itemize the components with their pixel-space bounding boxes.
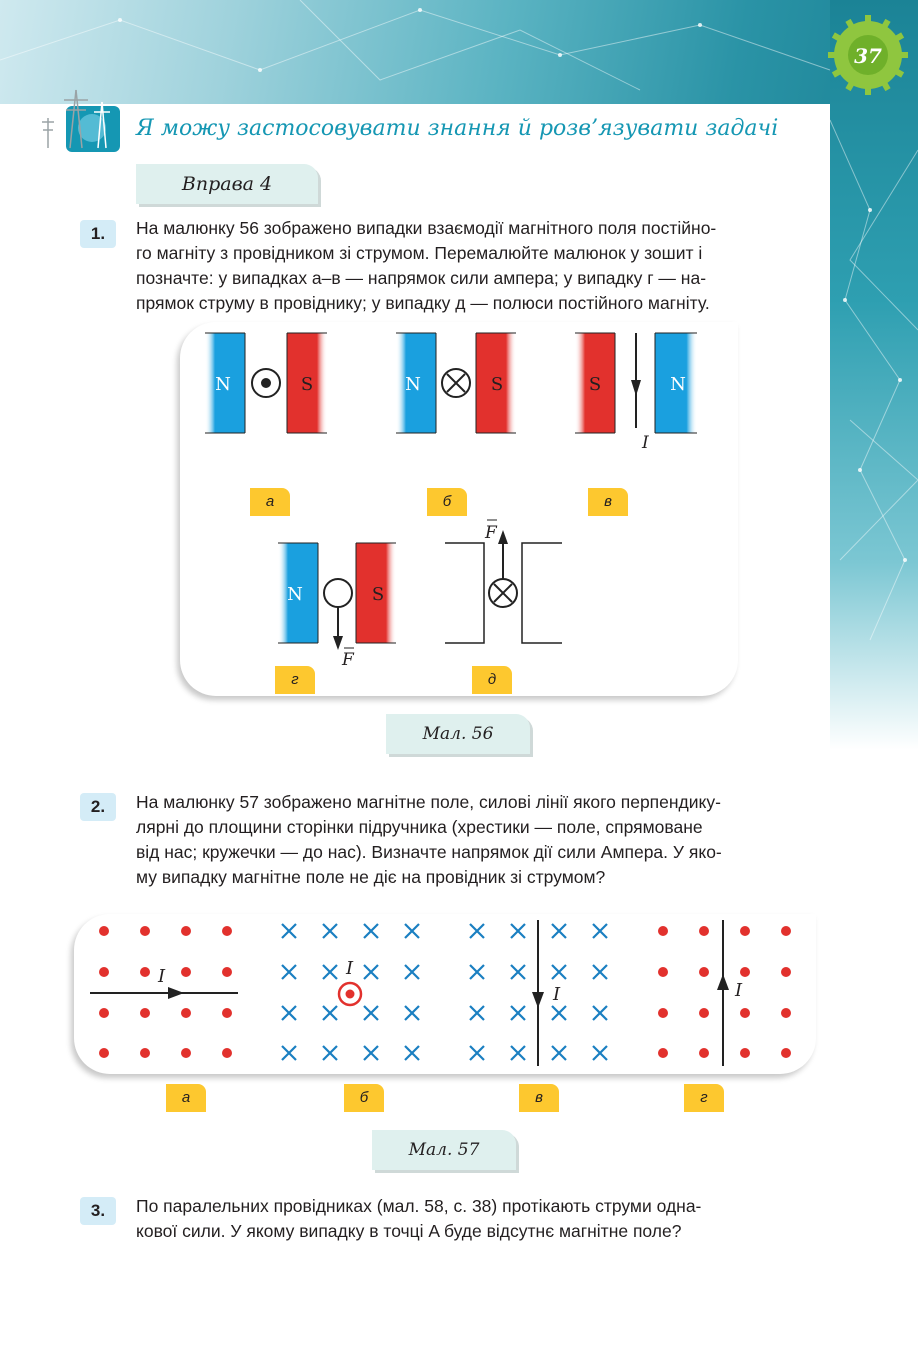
field-dot bbox=[140, 967, 150, 977]
field-cross bbox=[323, 1006, 337, 1020]
figure-57-caption: Мал. 57 bbox=[372, 1130, 516, 1170]
exercise-label: Вправа 4 bbox=[136, 164, 318, 204]
pole-s-label: S bbox=[588, 374, 602, 395]
field-dot bbox=[181, 1008, 191, 1018]
case-label-v: в bbox=[588, 488, 628, 516]
field-dot bbox=[740, 1008, 750, 1018]
field-dot bbox=[222, 967, 232, 977]
field-cross bbox=[405, 1046, 419, 1060]
field-dot bbox=[140, 1048, 150, 1058]
field-cross bbox=[552, 1046, 566, 1060]
field-dot bbox=[181, 926, 191, 936]
current-label: I bbox=[642, 433, 649, 453]
field-dot bbox=[222, 1048, 232, 1058]
pole-n-label: N bbox=[405, 374, 421, 395]
field-cross bbox=[470, 924, 484, 938]
field-dot bbox=[99, 967, 109, 977]
question-line: му випадку магнітне поле не діє на провідник зі струмом? bbox=[136, 867, 606, 887]
field-cross bbox=[323, 924, 337, 938]
field-cross bbox=[323, 1046, 337, 1060]
field-cross bbox=[593, 1046, 607, 1060]
field-dot bbox=[99, 926, 109, 936]
wire-empty-symbol bbox=[324, 579, 352, 607]
field-dot bbox=[699, 1008, 709, 1018]
case-label-g: г bbox=[684, 1084, 724, 1112]
field-cross bbox=[364, 924, 378, 938]
field-dot bbox=[658, 967, 668, 977]
field-dot bbox=[658, 926, 668, 936]
field-dot bbox=[181, 1048, 191, 1058]
pole-s-label: S bbox=[371, 584, 385, 605]
field-dot bbox=[740, 1048, 750, 1058]
case-label-a: а bbox=[250, 488, 290, 516]
field-dot bbox=[140, 926, 150, 936]
field-dot bbox=[781, 1048, 791, 1058]
question-line: На малюнку 57 зображено магнітне поле, силові лінії якого перпендику- bbox=[136, 792, 721, 812]
case-label-b: б bbox=[344, 1084, 384, 1112]
field-dot bbox=[699, 926, 709, 936]
field-cross bbox=[511, 1046, 525, 1060]
field-cross bbox=[552, 924, 566, 938]
case-label-d: д bbox=[472, 666, 512, 694]
question-line: позначте: у випадках а–в — напрямок сили ампера; у випадку г — на- bbox=[136, 268, 707, 288]
field-dot bbox=[781, 926, 791, 936]
field-cross bbox=[364, 1006, 378, 1020]
field-dot bbox=[658, 1008, 668, 1018]
field-dot bbox=[699, 1048, 709, 1058]
question-3-text bbox=[136, 1194, 816, 1244]
question-number: 2. bbox=[80, 793, 116, 821]
field-cross bbox=[323, 965, 337, 979]
pole-n-label: N bbox=[287, 584, 303, 605]
field-cross bbox=[405, 1006, 419, 1020]
field-dot bbox=[222, 926, 232, 936]
field-cross bbox=[593, 965, 607, 979]
case-label-v: в bbox=[519, 1084, 559, 1112]
case-b-magnets bbox=[396, 333, 516, 433]
field-dot bbox=[222, 1008, 232, 1018]
field-dot bbox=[781, 1008, 791, 1018]
field-dot bbox=[99, 1008, 109, 1018]
pole-s-label: S bbox=[300, 374, 314, 395]
current-label: I bbox=[553, 984, 561, 1005]
page-number: 37 bbox=[854, 44, 882, 68]
current-label: I bbox=[735, 980, 743, 1001]
field-dot bbox=[658, 1048, 668, 1058]
pole-s-label: S bbox=[490, 374, 504, 395]
field-cross bbox=[282, 1006, 296, 1020]
question-line: від нас; кружечки — до нас). Визначте напрямок дії сили Ампера. У яко- bbox=[136, 842, 722, 862]
field-cross bbox=[593, 924, 607, 938]
field-dot bbox=[140, 1008, 150, 1018]
field-cross bbox=[364, 965, 378, 979]
current-label: I bbox=[346, 958, 354, 979]
question-number: 1. bbox=[80, 220, 116, 248]
case-d-magnets bbox=[445, 520, 562, 643]
field-cross bbox=[552, 965, 566, 979]
question-number: 3. bbox=[80, 1197, 116, 1225]
force-label: F bbox=[485, 523, 497, 543]
case-label-g: г bbox=[275, 666, 315, 694]
field-cross bbox=[593, 1006, 607, 1020]
field-dot bbox=[781, 967, 791, 977]
figure-56-caption: Мал. 56 bbox=[386, 714, 530, 754]
pole-n-label: N bbox=[670, 374, 686, 395]
field-cross bbox=[552, 1006, 566, 1020]
case-label-b: б bbox=[427, 488, 467, 516]
question-line: По паралельних провідниках (мал. 58, с. 38) протікають струми одна- bbox=[136, 1196, 702, 1216]
field-cross bbox=[511, 1006, 525, 1020]
field-dot bbox=[740, 967, 750, 977]
case-label-a: а bbox=[166, 1084, 206, 1112]
section-title: Я можу застосовувати знання й розв’язувати задачі bbox=[136, 116, 779, 141]
field-cross bbox=[470, 1006, 484, 1020]
field-dot bbox=[699, 967, 709, 977]
field-cross bbox=[405, 924, 419, 938]
question-line: лярні до площини сторінки підручника (хрестики — поле, спрямоване bbox=[136, 817, 703, 837]
pole-n-label: N bbox=[215, 374, 231, 395]
force-label: F bbox=[342, 650, 354, 670]
field-dot bbox=[99, 1048, 109, 1058]
figure-57-drawing bbox=[0, 900, 918, 1090]
field-cross bbox=[405, 965, 419, 979]
case-v-magnets bbox=[575, 333, 697, 453]
field-dot bbox=[740, 926, 750, 936]
field-cross bbox=[282, 924, 296, 938]
field-cross bbox=[364, 1046, 378, 1060]
field-cross bbox=[282, 965, 296, 979]
question-line: прямок струму в провіднику; у випадку д — полюси постійного магніту. bbox=[136, 293, 710, 313]
case-g-magnets bbox=[278, 543, 396, 670]
question-2-text bbox=[136, 790, 816, 890]
field-cross bbox=[470, 1046, 484, 1060]
field-cross bbox=[282, 1046, 296, 1060]
field-cross bbox=[511, 965, 525, 979]
case-a-magnets bbox=[205, 333, 327, 433]
field-cross bbox=[511, 924, 525, 938]
question-line: го магніту з провідником зі струмом. Перемалюйте малюнок у зошит і bbox=[136, 243, 703, 263]
current-label: I bbox=[158, 966, 166, 987]
question-line: На малюнку 56 зображено випадки взаємодії магнітного поля постійно- bbox=[136, 218, 717, 238]
field-dot bbox=[181, 967, 191, 977]
question-line: кової сили. У якому випадку в точці A буде відсутнє магнітне поле? bbox=[136, 1221, 682, 1241]
field-cross bbox=[470, 965, 484, 979]
